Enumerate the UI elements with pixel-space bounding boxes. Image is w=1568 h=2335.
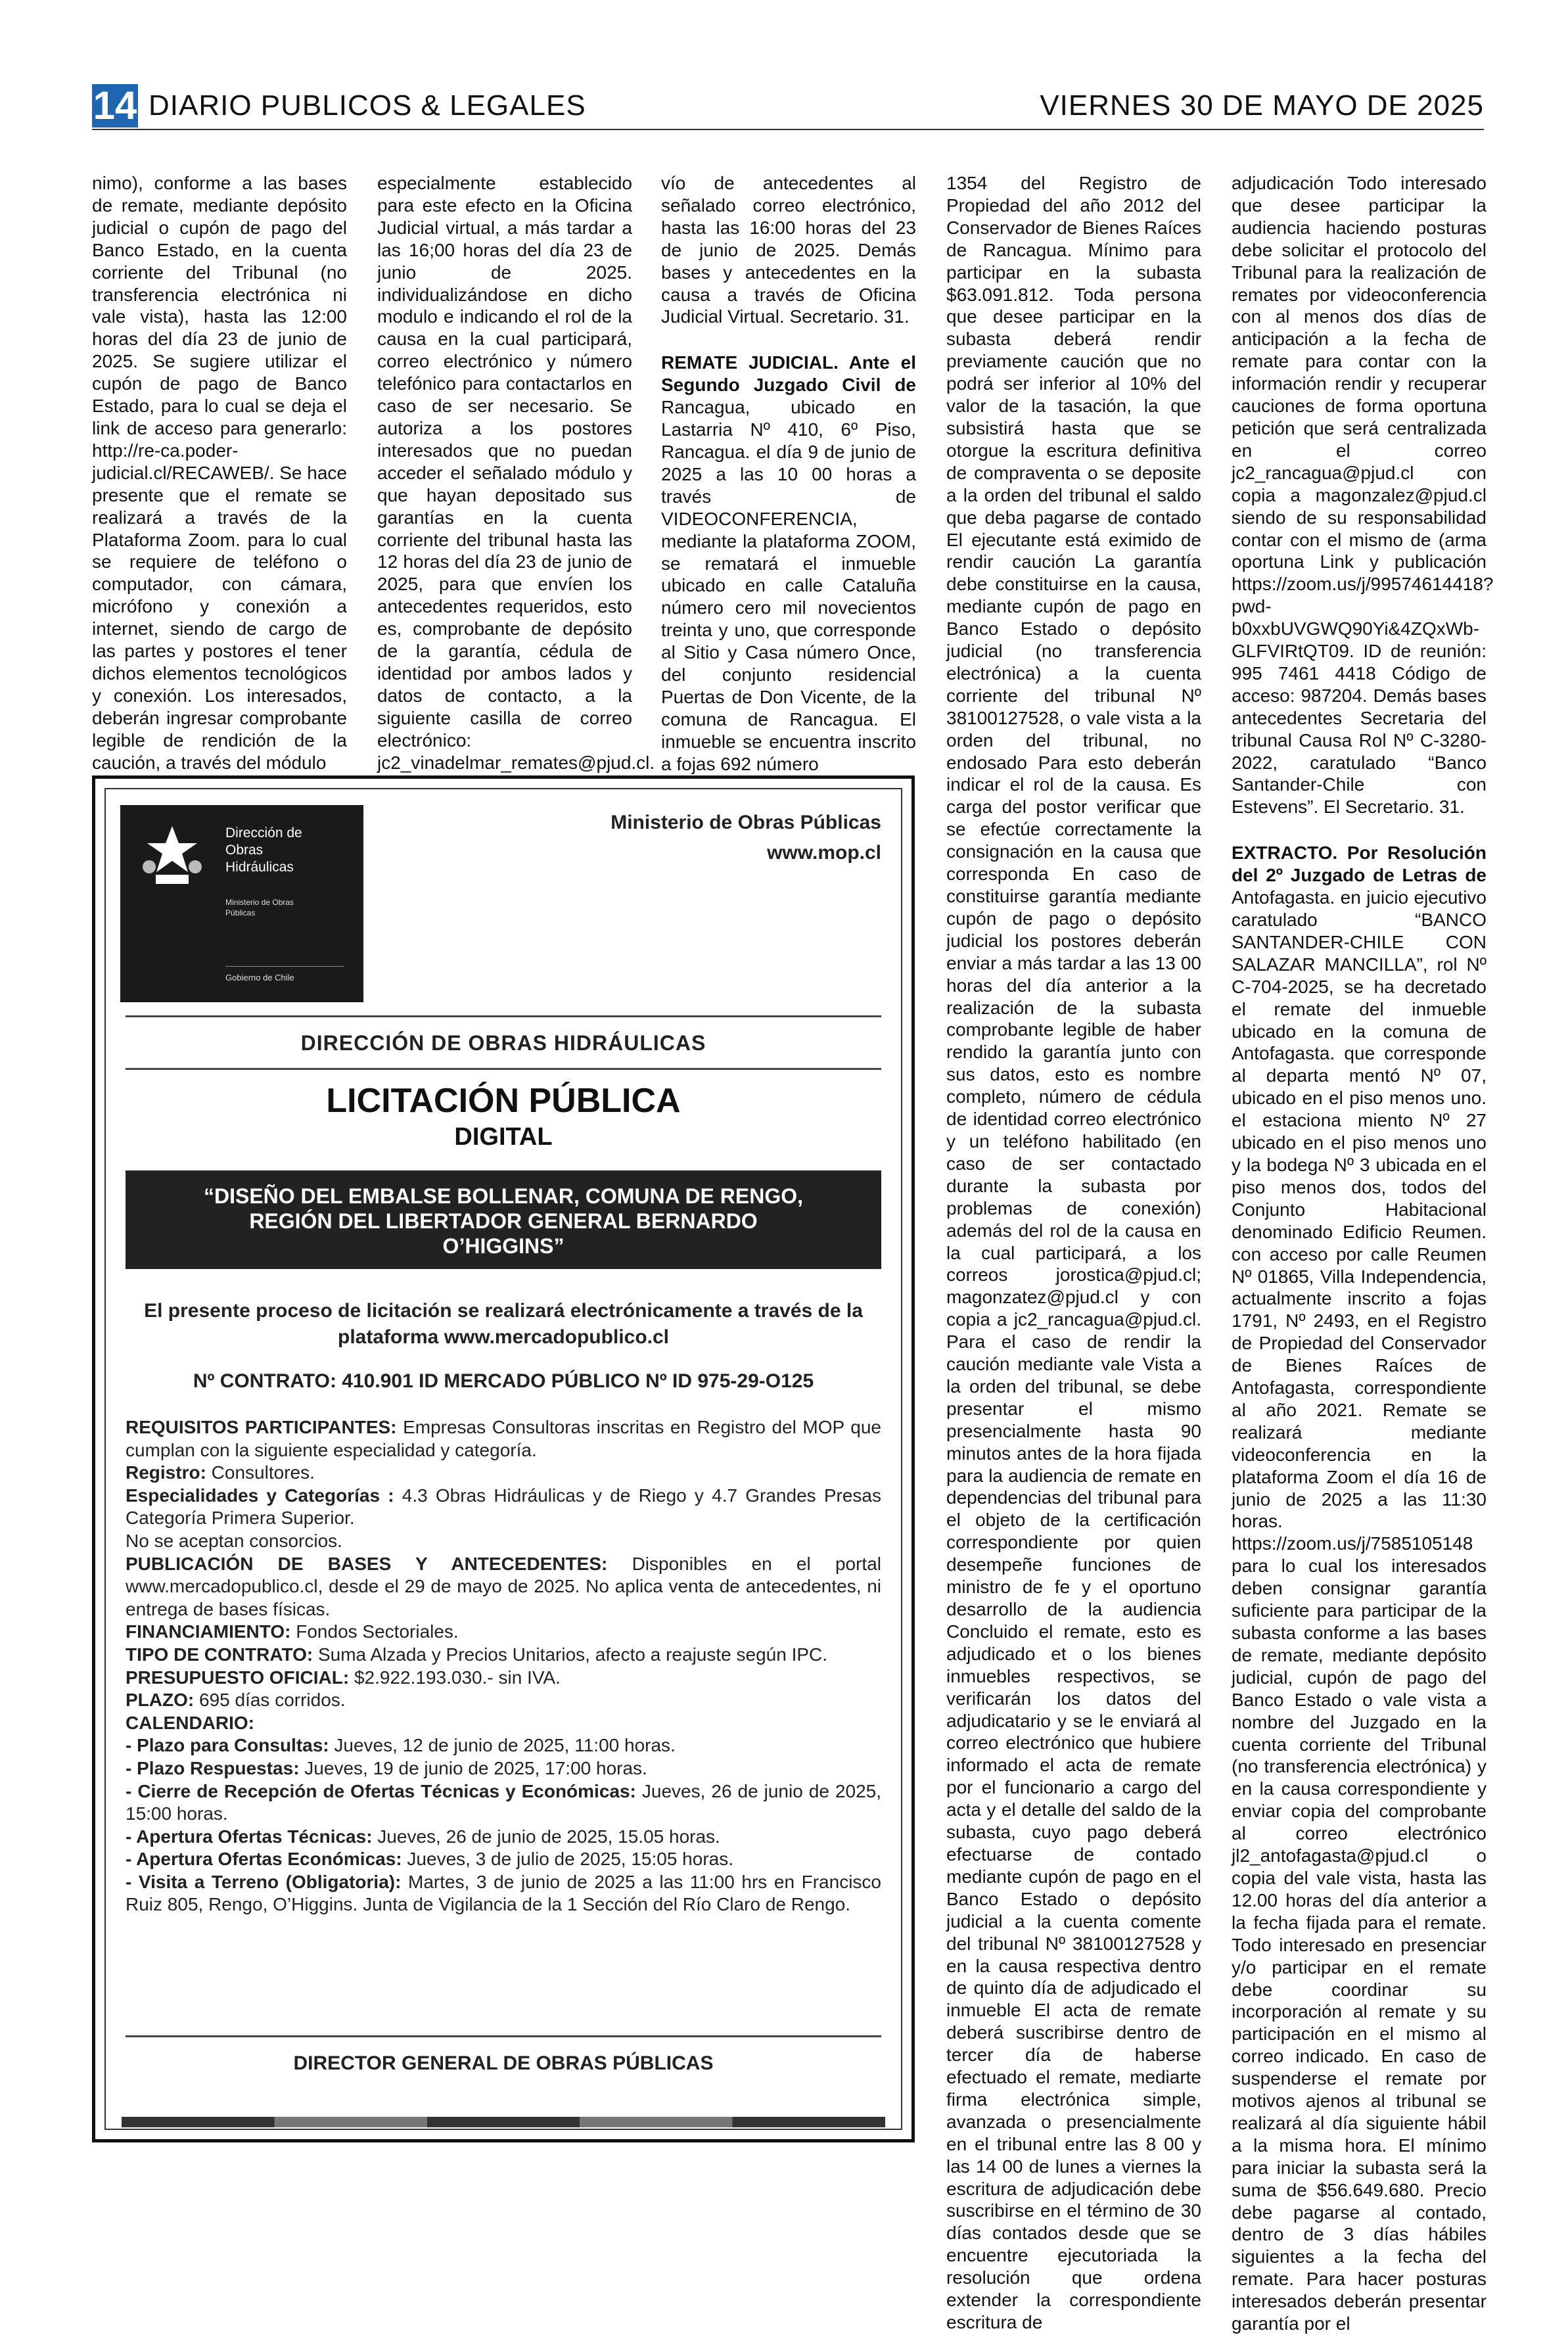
notice-body: Rancagua, ubicado en Lastarria Nº 410, 6º Piso, Rancagua. el día 9 de junio de 2025 a las 10 00 horas a través de VIDEOCONFERENCIA, mediante la plataforma ZOOM, se rematará el inmueble ubicado en calle Cataluña número cero mil novecientos treinta y uno, que corresponde al Sitio y Casa número Once, del conjunto residencial Puertas de Don Vicente, de la comuna de Rancagua. El inmueble se encuentra inscrito a fojas 692 número: [661, 397, 916, 774]
field-value: Jueves, 3 de julio de 2025, 15:05 horas.: [402, 1849, 733, 1870]
req-row: [126, 1644, 881, 1667]
field-label: PUBLICACIÓN DE BASES Y ANTECEDENTES:: [126, 1553, 608, 1574]
field-value: Jueves, 26 de junio de 2025, 15.05 horas.: [372, 1826, 720, 1847]
logo-sub-line: Públicas: [225, 908, 256, 917]
contract-id: Nº CONTRATO: 410.901 ID MERCADO PÚBLICO Nº ID 975-29-O125: [193, 1370, 814, 1392]
logo-sub-line: Ministerio de Obras: [225, 898, 294, 907]
field-value: Consultores.: [206, 1462, 315, 1483]
project-line: “DISEÑO DEL EMBALSE BOLLENAR, COMUNA DE RENGO,: [203, 1184, 804, 1208]
field-value: Empresas Consultoras inscritas en Registro del MOP que cumplan con la siguiente especialidad y categoría.: [126, 1417, 881, 1460]
field-value: Fondos Sectoriales.: [290, 1621, 459, 1642]
req-row: [126, 1667, 881, 1690]
issue-date: VIERNES 30 DE MAYO DE 2025: [1040, 89, 1484, 122]
field-label: REQUISITOS PARTICIPANTES:: [126, 1417, 397, 1437]
remate-notice: [661, 352, 916, 775]
ad-divider: [126, 1015, 881, 1017]
req-row: [126, 1416, 881, 1462]
notice-text: especialmente establecido para este efecto en la Oficina Judicial virtual, a más tardar a las 16;00 horas del día 23 de junio de 2025. individualizándose en dicho modulo e indicando el rol de la causa en la cual participará, correo electrónico y número telefónico para contactarlos en caso de ser necesario. Se autoriza a los postores interesados que no puedan acceder el señalado módulo y que hayan depositado sus garantías en la cuenta corriente del tribunal hasta las 12 horas del día 23 de junio de 2025, para que envíen los antecedentes requeridos, esto es, comprobante de depósito de la garantía, cédula de identidad por ambos lados y datos de contacto, a la siguiente casilla de correo electrónico: jc2_vinadelmar_remates@pjud.cl.: [377, 173, 655, 773]
field-value: Jueves, 12 de junio de 2025, 11:00 horas.: [329, 1735, 676, 1756]
logo-text: [225, 825, 302, 876]
column-5: [1232, 172, 1494, 2334]
licitacion-advertisement: [92, 775, 915, 2142]
process-note: El presente proceso de licitación se realizará electrónicamente a través de la plataforma www.mercadopublico.cl: [144, 1300, 863, 1348]
ad-bottom-bar: [122, 2117, 885, 2127]
field-label: TIPO DE CONTRATO:: [126, 1644, 313, 1665]
coat-of-arms-icon: [136, 821, 208, 893]
notice-text: vío de antecedentes al señalado correo electrónico, hasta las 16:00 horas del 23 de junio de 2025. Demás bases y antecedentes en la causa a través de Oficina Judicial Virtual. Secretario. 31.: [661, 173, 916, 327]
logo-line: Hidráulicas: [225, 860, 294, 875]
column-4: [946, 172, 1201, 2332]
field-label: - Plazo Respuestas:: [126, 1757, 300, 1778]
req-row: [126, 1689, 881, 1712]
notice-heading: EXTRACTO. Por Resolución del 2º Juzgado de Letras de: [1232, 843, 1487, 886]
notice-body: Antofagasta. en juicio ejecutivo caratulado “BANCO SANTANDER-CHILE CON SALAZAR MANCILLA”, rol Nº C-704-2025, se ha decretado el remate del inmueble ubicado en la comuna de Antofagasta. que corresponde al departa mentó Nº 07, ubicado en el piso menos uno. el estaciona miento Nº 27 ubicado en el piso menos uno y la bodega Nº 3 ubicada en el piso menos dos, todos del Conjunto Habitacional denominado Edificio Reumen. con acceso por calle Reumen Nº 01865, Villa Independencia, actualmente inscrito a fojas 1791, Nº 2493, en el Registro de Propiedad del Conservador de Bienes Raíces de Antofagasta, correspondiente al año 2021. Remate se realizará mediante videoconferencia en la plataforma Zoom el día 16 de junio de 2025 a las 11:30 horas. https://zoom.us/j/7585105148 para lo cual los interesados deben consignar garantía suficiente para participar de la subasta conforme a las bases de remate, mediante depósito judicial, cupón de pago del Banco Estado o vale vista a nombre del Juzgado en la cuenta corriente del Tribunal (no transferencia electrónica) y en la causa correspondiente y enviar copia del comprobante al correo electrónico jl2_antofagasta@pjud.cl o copia del vale vista, hasta las 12.00 horas del día anterior a la fecha fijada para el remate. Todo interesado en presenciar y/o participar en el remate debe coordinar su incorporación al remate y su participación en el mismo al correo indicado. En caso de suspenderse el remate por motivos ajenos al tribunal se realizará al día siguiente hábil a la misma hora. El mínimo para iniciar la subasta será la suma de $56.649.680. Precio debe pagarse al contado, dentro de 3 días hábiles siguientes a la fecha del remate. Para hacer posturas interesados deberán presentar garantía por el: [1232, 887, 1487, 2334]
project-line: REGIÓN DEL LIBERTADOR GENERAL BERNARDO: [249, 1209, 758, 1233]
ministry-name: Ministerio de Obras Públicas: [611, 812, 881, 833]
req-row: [126, 1621, 881, 1644]
section-title: DIARIO PUBLICOS & LEGALES: [149, 89, 586, 122]
notice-text: nimo), conforme a las bases de remate, mediante depósito judicial o cupón de pago del Banco Estado, en la cuenta corriente del Tribunal (no transferencia electrónica ni vale vista), hasta las 12:00 horas del día 23 de junio de 2025. Se sugiere utilizar el cupón de pago de Banco Estado, para lo cual se deja el link de acceso para generarlo: http://re-ca.poder-judicial.cl/RECAWEB/. Se hace presente que el remate se realizará a través de la Plataforma Zoom. para lo cual se requiere de teléfono o computador, con cámara, micrófono y conexión a internet, siendo de cargo de las partes y postores el tener dichos elementos tecnológicos y conexión. Los interesados, deberán ingresar comprobante legible de rendición de la caución, a través del módulo: [92, 173, 347, 773]
calendar-row: [126, 1780, 881, 1826]
requirements-block: [126, 1416, 881, 1916]
req-row: [126, 1712, 881, 1735]
field-label: FINANCIAMIENTO:: [126, 1621, 291, 1642]
field-label: Especialidades y Categorías :: [126, 1485, 394, 1506]
field-label: - Apertura Ofertas Técnicas:: [126, 1826, 373, 1847]
req-row: [126, 1485, 881, 1530]
notice-text: adjudicación Todo interesado que desee participar la audiencia haciendo posturas debe solicitar el protocolo del Tribunal para la realización de remates por videoconferencia con al menos dos días de anticipación a la fecha de remate para contar con la información rendir y recuperar cauciones de forma oportuna petición que será centralizada en el correo jc2_rancagua@pjud.cl con copia a magonzalez@pjud.cl siendo de su responsabilidad contar con el mismo de (arma oportuna Link y publicación https://zoom.us/j/99574614418?pwd-b0xxbUVGWQ90Yi&4ZQxWb-GLFVIRtQT09. ID de reunión: 995 7461 4418 Código de acceso: 987204. Demás bases antecedentes Secretaria del tribunal Causa Rol Nº C-3280-2022, caratulado “Banco Santander-Chile con Estevens”. El Secretario. 31.: [1232, 173, 1494, 818]
header-divider: [92, 129, 1484, 130]
column-1: [92, 172, 347, 773]
column-2: [377, 172, 655, 773]
field-value: Disponibles en el portal www.mercadopublico.cl, desde el 29 de mayo de 2025. No aplica venta de antecedentes, ni entrega de bases físicas.: [126, 1553, 881, 1619]
ministry-website: www.mop.cl: [767, 842, 881, 864]
field-value: 4.3 Obras Hidráulicas y de Riego y 4.7 Grandes Presas Categoría Primera Superior.: [126, 1485, 881, 1529]
notice-heading: REMATE JUDICIAL. Ante el Segundo Juzgado Civil de: [661, 352, 916, 396]
licitacion-title: LICITACIÓN PÚBLICA: [326, 1082, 681, 1120]
field-value: $2.922.193.030.- sin IVA.: [349, 1667, 561, 1688]
field-value: Suma Alzada y Precios Unitarios, afecto a reajuste según IPC.: [313, 1644, 828, 1665]
project-line: O’HIGGINS”: [442, 1234, 565, 1258]
gobierno-label: Gobierno de Chile: [225, 973, 294, 983]
director-signature: DIRECTOR GENERAL DE OBRAS PÚBLICAS: [293, 2052, 714, 2074]
field-value: 695 días corridos.: [194, 1690, 346, 1711]
doh-logo: [120, 805, 363, 1002]
req-row: [126, 1553, 881, 1621]
field-label: PLAZO:: [126, 1690, 195, 1711]
extracto-notice: [1232, 842, 1487, 2335]
calendar-row: [126, 1848, 881, 1871]
project-banner: [126, 1170, 881, 1269]
page-number: 14: [93, 83, 137, 127]
field-value: Jueves, 19 de junio de 2025, 17:00 horas.: [299, 1757, 647, 1778]
field-label: - Apertura Ofertas Económicas:: [126, 1849, 402, 1870]
field-label: Registro:: [126, 1462, 206, 1483]
req-row: No se aceptan consorcios.: [126, 1530, 342, 1551]
licitacion-subtitle: DIGITAL: [454, 1123, 553, 1151]
logo-line: Dirección de: [225, 825, 302, 841]
logo-subtext: [225, 897, 294, 918]
calendar-row: [126, 1826, 881, 1849]
ad-divider: [126, 2035, 881, 2037]
doh-title: DIRECCIÓN DE OBRAS HIDRÁULICAS: [300, 1031, 706, 1055]
ad-divider: [126, 1068, 881, 1070]
calendar-row: [126, 1757, 881, 1780]
logo-divider: [225, 966, 344, 967]
field-label: - Visita a Terreno (Obligatoria):: [126, 1871, 402, 1892]
field-label: - Plazo para Consultas:: [126, 1735, 329, 1756]
field-label: - Cierre de Recepción de Ofertas Técnicas y Económicas:: [126, 1780, 636, 1801]
logo-line: Obras: [225, 843, 264, 858]
calendar-row: [126, 1734, 881, 1757]
notice-text: 1354 del Registro de Propiedad del año 2012 del Conservador de Bienes Raíces de Rancagua. Mínimo para participar en la subasta $63.091.812. Toda persona que desee participar en la subasta deberá rendir previamente caución que no podrá ser inferior al 10% del valor de la tasación, la que subsistirá hasta que se otorgue la escritura definitiva de compraventa o se deposite a la orden del tribunal el saldo que deba pagarse de contado El ejecutante está eximido de rendir caución La garantía debe constituirse en la causa, mediante cupón de pago en Banco Estado o depósito judicial (no transferencia electrónica) a la cuenta corriente del tribunal Nº 38100127528, o vale vista a la orden del tribunal, no endosado Para esto deberán indicar el rol de la causa. Es carga del postor verificar que se efectúe correctamente la consignación en la causa que corresponda En caso de constituirse garantía mediante cupón de pago o depósito judicial los postores deberán enviar a más tardar a las 13 00 horas del día anterior a la realización de la subasta comprobante legible de haber rendido la garantía junto con sus datos, esto es nombre completo, número de cédula de identidad correo electrónico y un teléfono habilitado (en caso de ser contactado durante la subasta por problemas de conexión) además del rol de la causa en la cual participará, a los correos jorostica@pjud.cl; magonzatez@pjud.cl y con copia a jc2_rancagua@pjud.cl. Para el caso de rendir la caución mediante vale Vista a la orden del tribunal, se debe presentar el mismo presencialmente hasta 90 minutos antes de la hora fijada para la audiencia de remate en dependencias del tribunal para el objeto de la certificación correspondiente por quien desempeñe funciones de ministro de fe y el oportuno desarrollo de la audiencia Concluido el remate, esto es adjudicado et o los bienes inmuebles respectivos, se verificarán los datos del adjudicatario y se le enviará al correo electrónico que hubiere informado el acta de remate por el funcionario a cargo del acta y el detalle del saldo de la subasta, cuyo pago deberá efectuarse de contado mediante cupón de pago en el Banco Estado o depósito judicial a la cuenta comente del tribunal Nº 38100127528 y en la causa respectiva dentro de quinto día de adjudicado el inmueble El acta de remate deberá suscribirse dentro de tercer día de haberse efectuado el remate, mediarte firma electrónica simple, avanzada o presencialmente en el tribunal entre las 8 00 y las 14 00 de lunes a viernes la escritura de adjudicación debe suscribirse en el término de 30 días contados desde que se encuentre ejecutoriada la resolución que ordena extender la correspondiente escritura de: [946, 173, 1201, 2332]
field-value: Martes, 3 de junio de 2025 a las 11:00 hrs en Francisco Ruiz 805, Rengo, O’Higgins. Junta de Vigilancia de la 1 Sección del Río Claro de Rengo.: [126, 1871, 881, 1915]
field-label: CALENDARIO:: [126, 1712, 254, 1733]
field-value: Jueves, 26 de junio de 2025, 15:00 horas.: [126, 1780, 881, 1824]
column-3: [661, 172, 916, 774]
req-row: [126, 1462, 881, 1485]
calendar-row: [126, 1871, 881, 1916]
field-label: PRESUPUESTO OFICIAL:: [126, 1667, 350, 1688]
